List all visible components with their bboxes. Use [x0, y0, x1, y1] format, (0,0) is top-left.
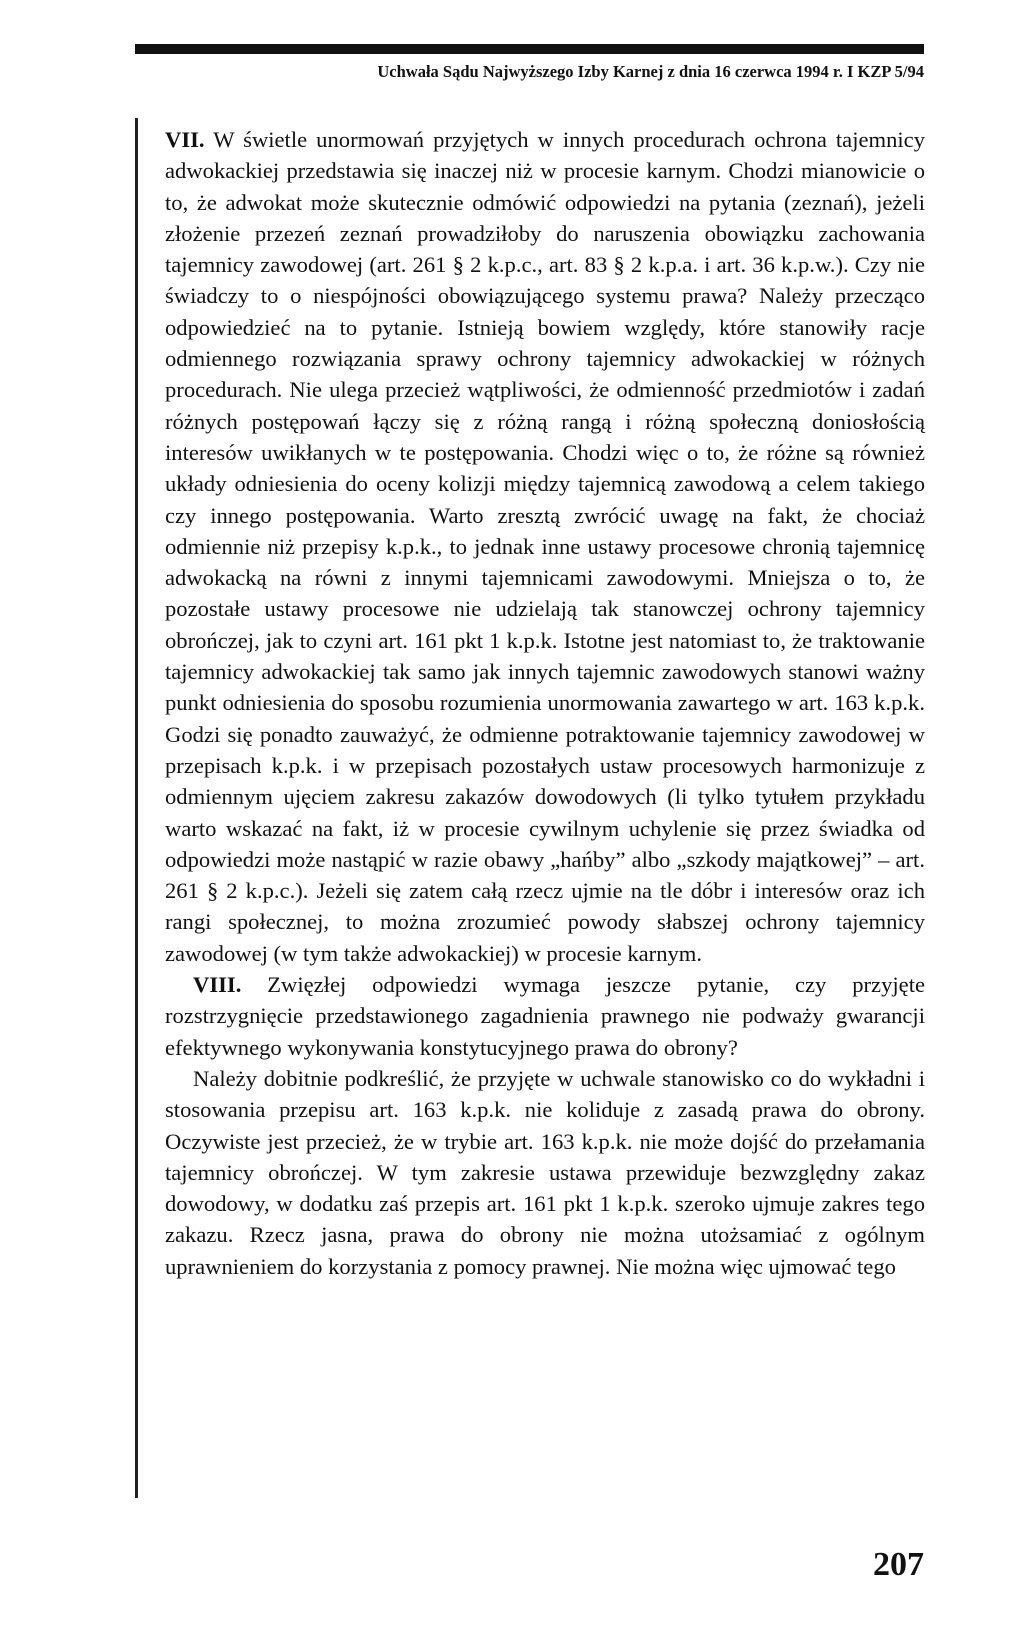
section-number-vii: VII.: [165, 127, 205, 152]
margin-change-bar: [135, 118, 138, 1498]
document-body: [165, 124, 925, 1282]
header-rule: [135, 44, 924, 54]
page-number: 207: [873, 1546, 924, 1583]
section-vii-text: W świetle unormowań przyjętych w innych procedurach ochrona tajemnicy adwokackiej przedstawia się inaczej niż w procesie karnym. Chodzi mianowicie o to, że adwokat może skutecznie odmówić odpowiedzi na pytania (zeznań), jeżeli złożenie przezeń zeznań prowadziłoby do naruszenia obowiązku zachowania tajemnicy zawodowej (art. 261 § 2 k.p.c., art. 83 § 2 k.p.a. i art. 36 k.p.w.). Czy nie świadczy to o niespójności obowiązującego systemu prawa? Należy przecząco odpowiedzieć na to pytanie. Istnieją bowiem względy, które stanowiły racje odmiennego rozwiązania sprawy ochrony tajemnicy adwokackiej w różnych procedurach. Nie ulega przecież wątpliwości, że odmienność przedmiotów i zadań różnych postępowań łączy się z różną rangą i różną społeczną doniosłością interesów uwikłanych w te postępowania. Chodzi więc o to, że różne są również układy odniesienia do oceny kolizji między tajemnicą zawodową a celem takiego czy innego postępowania. Warto zresztą zwrócić uwagę na fakt, że chociaż odmiennie niż przepisy k.p.k., to jednak inne ustawy procesowe chronią tajemnicę adwokacką na równi z innymi tajemnicami zawodowymi. Mniejsza o to, że pozostałe ustawy procesowe nie udzielają tak stanowczej ochrony tajemnicy obrończej, jak to czyni art. 161 pkt 1 k.p.k. Istotne jest natomiast to, że traktowanie tajemnicy adwokackiej tak samo jak innych tajemnic zawodowych stanowi ważny punkt odniesienia do sposobu rozumienia unormowania zawartego w art. 163 k.p.k. Godzi się ponadto zauważyć, że odmienne potraktowanie tajemnicy zawodowej w przepisach k.p.k. i w przepisach pozostałych ustaw procesowych harmonizuje z odmiennym ujęciem zakresu zakazów dowodowych (li tylko tytułem przykładu warto wskazać na fakt, iż w procesie cywilnym uchylenie się przez świadka od odpowiedzi może nastąpić w razie obawy „hańby” albo „szkody majątkowej” – art. 261 § 2 k.p.c.). Jeżeli się zatem całą rzecz ujmie na tle dóbr i interesów oraz ich rangi społecznej, to można zrozumieć powody słabszej ochrony tajemnicy zawodowej (w tym także adwokackiej) w procesie karnym.: [165, 127, 925, 966]
paragraph-section-viii: [165, 969, 925, 1063]
section-viii-text: Zwięzłej odpowiedzi wymaga jeszcze pytanie, czy przyjęte rozstrzygnięcie przedstawionego zagadnienia prawnego nie podważy gwarancji efektywnego wykonywania konstytucyjnego prawa do obrony?: [165, 972, 925, 1060]
running-title: Uchwała Sądu Najwyższego Izby Karnej z dnia 16 czerwca 1994 r. I KZP 5/94: [377, 62, 924, 81]
paragraph-continuation: [165, 1063, 925, 1282]
continuation-text: Należy dobitnie podkreślić, że przyjęte w uchwale stanowisko co do wykładni i stosowania przepisu art. 163 k.p.k. nie koliduje z zasadą prawa do obrony. Oczywiste jest przecież, że w trybie art. 163 k.p.k. nie może dojść do przełamania tajemnicy obrończej. W tym zakresie ustawa przewiduje bezwzględny zakaz dowodowy, w dodatku zaś przepis art. 161 pkt 1 k.p.k. szeroko ujmuje zakres tego zakazu. Rzecz jasna, prawa do obrony nie można utożsamiać z ogólnym uprawnieniem do korzystania z pomocy prawnej. Nie można więc ujmować tego: [165, 1065, 925, 1279]
paragraph-section-vii: [165, 124, 925, 969]
section-number-viii: VIII.: [193, 972, 242, 998]
